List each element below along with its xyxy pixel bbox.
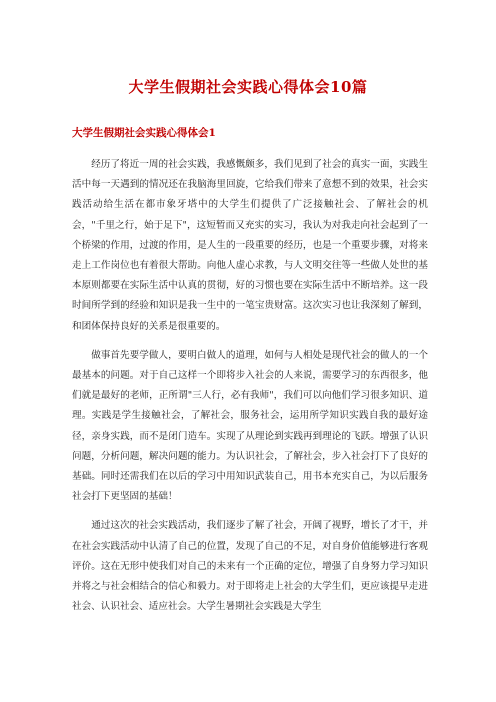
- paragraph-1: 经历了将近一周的社会实践，我感慨颇多，我们见到了社会的真实一面，实践生活中每一天遇到的情况还在我脑海里回旋，它给我们带来了意想不到的效果，社会实践活动给生活在都市象牙塔中的大学生们提供了广泛接触社会、了解社会的机会，"千里之行，始于足下"，这短暂而又充实的实习，我认为对我走向社会起到了一个桥梁的作用，过渡的作用，是人生的一段重要的经历，也是一个重要步骤，对将来走上工作岗位也有着很大帮助。向他人虚心求教，与人文明交往等一些做人处世的基本原则都要在实际生活中认真的贯彻，好的习惯也要在实际生活中不断培养。这一段时间所学到的经验和知识是我一生中的一笔宝贵财富。这次实习也让我深刻了解到，和团体保持良好的关系是很重要的。: [72, 159, 428, 332]
- document-title: 大学生假期社会实践心得体会10篇: [128, 78, 368, 96]
- document-body: [72, 155, 428, 626]
- paragraph-3: 通过这次的社会实践活动，我们逐步了解了社会，开阔了视野，增长了才干，并在社会实践活动中认清了自己的位置，发现了自己的不足，对自身价值能够进行客观评价。这在无形中使我们对自己的未来有一个正确的定位，增强了自身努力学习知识并将之与社会相结合的信心和毅力。对于即将走上社会的大学生们，更应该提早走进社会、认识社会、适应社会。大学生暑期社会实践是大学生: [72, 520, 428, 613]
- section-heading: 大学生假期社会实践心得体会1: [72, 127, 216, 139]
- paragraph-2: 做事首先要学做人，要明白做人的道理，如何与人相处是现代社会的做人的一个最基本的问题。对于自己这样一个即将步入社会的人来说，需要学习的东西很多，他们就是最好的老师，正所谓"三人行，必有我师"，我们可以向他们学习很多知识、道理。实践是学生接触社会，了解社会，服务社会，运用所学知识实践自我的最好途径，亲身实践，而不是闭门造车。实现了从理论到实践再到理论的飞跃。增强了认识问题，分析问题，解决问题的能力。为认识社会，了解社会，步入社会打下了良好的基础。同时还需我们在以后的学习中用知识武装自己，用书本充实自己，为以后服务社会打下更坚固的基础！: [72, 349, 428, 503]
